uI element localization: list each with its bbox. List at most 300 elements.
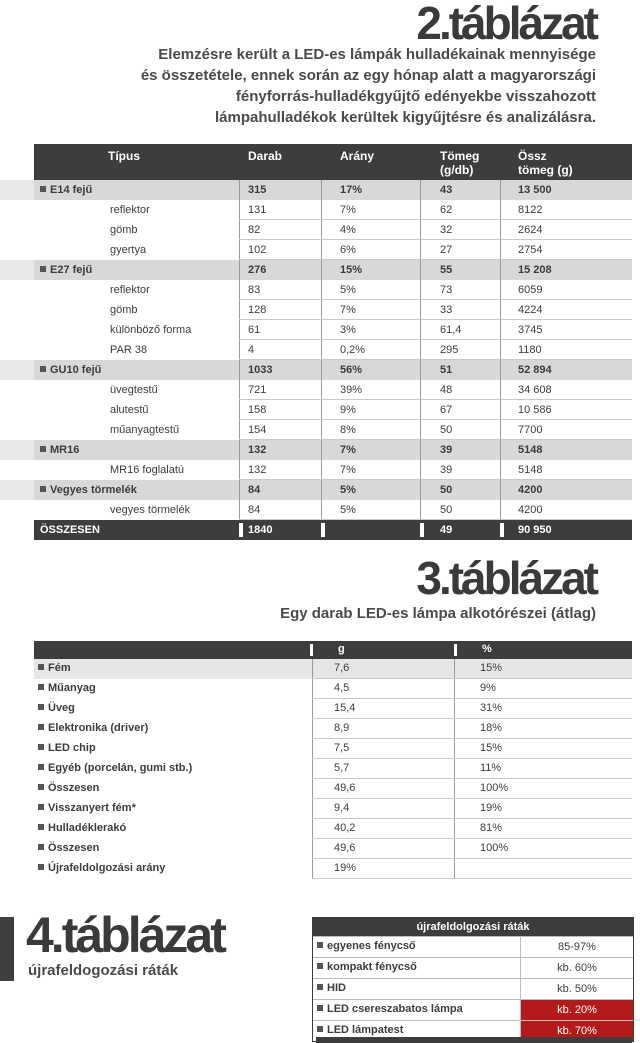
cell-tomeg: 49 [440, 524, 453, 536]
column-divider [500, 440, 501, 460]
table3-title: 3.táblázat [416, 552, 596, 604]
column-divider [500, 480, 501, 500]
cell-pct: 31% [480, 702, 503, 714]
column-divider [500, 220, 501, 240]
square-bullet-icon [38, 724, 44, 730]
column-divider [454, 779, 455, 799]
cell-darab: 128 [248, 304, 267, 316]
row-label [38, 842, 99, 854]
column-divider [239, 440, 240, 460]
square-bullet-icon [317, 984, 323, 990]
column-divider [454, 819, 455, 839]
column-divider [500, 360, 501, 380]
cell-darab: 102 [248, 244, 267, 256]
cell-arany: 3% [340, 324, 356, 336]
square-bullet-icon [317, 1005, 323, 1011]
table-row [34, 779, 632, 799]
column-divider [239, 300, 240, 320]
cell-arany: 7% [340, 204, 356, 216]
row-label: alutestű [110, 404, 149, 416]
column-divider [420, 400, 421, 420]
column-divider [312, 719, 313, 739]
column-divider [321, 340, 322, 360]
square-bullet-icon [38, 744, 44, 750]
column-divider [239, 320, 240, 340]
column-divider [500, 200, 501, 220]
row-label-text: LED csereszabatos lámpa [327, 1003, 463, 1015]
column-divider [239, 260, 240, 280]
column-divider [420, 320, 421, 340]
table-row [34, 719, 632, 739]
cell-arany: 5% [340, 284, 356, 296]
cell-arany: 7% [340, 464, 356, 476]
row-label [38, 802, 136, 814]
row-label-text: LED lámpatest [327, 1024, 404, 1036]
cell-arany: 17% [340, 184, 363, 196]
group-row [34, 180, 632, 200]
column-divider [321, 480, 322, 500]
table-row [34, 699, 632, 719]
cell-darab: 132 [248, 444, 267, 456]
table-row [34, 220, 632, 240]
column-divider [420, 280, 421, 300]
column-divider [239, 360, 240, 380]
cell-ossz: 52 894 [518, 364, 552, 376]
square-bullet-icon [40, 366, 46, 372]
table2-body [34, 180, 632, 540]
square-bullet-icon [38, 704, 44, 710]
group-row-extension [0, 360, 34, 380]
cell-ossz: 34 608 [518, 384, 552, 396]
lead-line: Elemzésre került a LED-es lámpák hulladékainak mennyisége [158, 46, 596, 63]
table-row [34, 739, 632, 759]
cell-ossz: 5148 [518, 464, 543, 476]
column-divider [312, 699, 313, 719]
cell-ossz: 2754 [518, 244, 543, 256]
header-ossz-2: tömeg (g) [518, 163, 573, 177]
column-divider [500, 380, 501, 400]
square-bullet-icon [38, 684, 44, 690]
table-row [34, 460, 632, 480]
cell-ossz: 15 208 [518, 264, 552, 276]
column-divider [321, 280, 322, 300]
column-divider [321, 420, 322, 440]
header-separator [310, 644, 313, 656]
cell-g: 40,2 [334, 822, 356, 834]
total-row [34, 520, 632, 540]
column-divider [420, 420, 421, 440]
cell-ossz: 6059 [518, 284, 543, 296]
square-bullet-icon [38, 764, 44, 770]
cell-g: 49,6 [334, 782, 356, 794]
square-bullet-icon [317, 1026, 323, 1032]
table-row [34, 759, 632, 779]
row-label: ÖSSZESEN [40, 524, 100, 536]
square-bullet-icon [38, 864, 44, 870]
table-row [34, 240, 632, 260]
column-divider [321, 460, 322, 480]
cell-arany: 7% [340, 304, 356, 316]
lead-line: fényforrás-hulladékgyűjtő edényekbe visszahozott [235, 88, 596, 105]
rate-value: kb. 70% [520, 1021, 633, 1041]
row-label-text: Üveg [48, 702, 75, 714]
column-divider [454, 679, 455, 699]
row-label-text: Fém [48, 662, 71, 674]
column-divider [321, 400, 322, 420]
column-divider [312, 759, 313, 779]
column-divider [239, 280, 240, 300]
column-divider [312, 779, 313, 799]
cell-pct: 100% [480, 842, 509, 854]
column-divider [500, 180, 501, 200]
cell-tomeg: 67 [440, 404, 453, 416]
square-bullet-icon [38, 844, 44, 850]
column-divider [321, 300, 322, 320]
cell-tomeg: 39 [440, 444, 453, 456]
cell-arany: 7% [340, 444, 356, 456]
cell-arany: 39% [340, 384, 363, 396]
column-divider [500, 260, 501, 280]
cell-pct: 81% [480, 822, 503, 834]
table-row [34, 659, 632, 679]
row-label [38, 782, 99, 794]
table-row [313, 999, 633, 1020]
table-row [34, 859, 632, 879]
column-divider [500, 340, 501, 360]
cell-ossz: 4200 [518, 484, 543, 496]
group-row [34, 440, 632, 460]
cell-darab: 82 [248, 224, 261, 236]
column-divider [321, 380, 322, 400]
table3-subtitle: Egy darab LED-es lámpa alkotórészei (átlag) [280, 605, 596, 622]
column-divider [420, 340, 421, 360]
cell-darab: 1033 [248, 364, 273, 376]
table4-subtitle: újrafeldogozási ráták [28, 962, 179, 979]
cell-darab: 131 [248, 204, 267, 216]
row-label: műanyagtestű [110, 424, 180, 436]
row-label-text: kompakt fénycső [327, 961, 417, 973]
column-divider [239, 400, 240, 420]
column-divider [321, 260, 322, 280]
table4 [312, 917, 634, 1042]
column-divider [321, 523, 325, 537]
cell-tomeg: 27 [440, 244, 453, 256]
cell-tomeg: 50 [440, 484, 453, 496]
row-label: PAR 38 [110, 344, 148, 356]
row-label: gömb [110, 304, 138, 316]
cell-arany: 5% [340, 504, 356, 516]
cell-ossz: 5148 [518, 444, 543, 456]
row-label [40, 483, 137, 497]
column-divider [500, 320, 501, 340]
cell-g: 8,9 [334, 722, 350, 734]
row-label: különböző forma [110, 324, 192, 336]
column-divider [239, 500, 240, 520]
column-divider [420, 360, 421, 380]
table2 [34, 144, 632, 540]
row-label [40, 263, 92, 277]
column-divider [454, 859, 455, 879]
cell-ossz: 10 586 [518, 404, 552, 416]
table-row [34, 500, 632, 520]
row-label [38, 822, 126, 834]
header-darab: Darab [248, 149, 283, 163]
column-divider [420, 180, 421, 200]
cell-g: 9,4 [334, 802, 350, 814]
column-divider [420, 500, 421, 520]
cell-tomeg: 61,4 [440, 324, 462, 336]
column-divider [420, 460, 421, 480]
column-divider [420, 300, 421, 320]
cell-tomeg: 51 [440, 364, 453, 376]
cell-darab: 4 [248, 344, 255, 356]
row-label-text: E27 fejű [50, 264, 93, 276]
row-label: reflektor [110, 204, 150, 216]
header-pct: % [482, 643, 492, 655]
cell-tomeg: 55 [440, 264, 453, 276]
column-divider [239, 420, 240, 440]
column-divider [321, 320, 322, 340]
column-divider [321, 360, 322, 380]
cell-ossz: 90 950 [518, 524, 552, 536]
table-row [313, 978, 633, 999]
cell-g: 7,6 [334, 662, 350, 674]
cell-arany: 15% [340, 264, 363, 276]
table4-bottom-bar [316, 1037, 632, 1043]
cell-arany: 6% [340, 244, 356, 256]
cell-darab: 84 [248, 504, 261, 516]
cell-tomeg: 50 [440, 504, 453, 516]
table2-title: 2.táblázat [416, 0, 596, 49]
header-tomeg-2: (g/db) [440, 163, 474, 177]
row-label [38, 662, 71, 674]
cell-darab: 1840 [248, 524, 273, 536]
rate-value: kb. 50% [520, 979, 633, 999]
row-label-text: GU10 fejű [50, 364, 102, 376]
row-label-text: egyenes fénycső [327, 940, 416, 952]
column-divider [321, 200, 322, 220]
column-divider [420, 523, 424, 537]
group-row [34, 480, 632, 500]
square-bullet-icon [38, 824, 44, 830]
row-label [317, 940, 416, 952]
square-bullet-icon [38, 784, 44, 790]
cell-darab: 83 [248, 284, 261, 296]
table-row [313, 936, 633, 957]
cell-darab: 276 [248, 264, 267, 276]
column-divider [500, 300, 501, 320]
cell-arany: 5% [340, 484, 356, 496]
row-label [40, 363, 101, 377]
row-divider [312, 878, 632, 879]
group-row-extension [0, 480, 34, 500]
row-label: vegyes törmelék [110, 504, 191, 516]
cell-arany: 4% [340, 224, 356, 236]
table-row [34, 819, 632, 839]
cell-tomeg: 73 [440, 284, 453, 296]
cell-ossz: 4200 [518, 504, 543, 516]
row-label [40, 183, 92, 197]
cell-arany: 0,2% [340, 344, 366, 356]
cell-ossz: 8122 [518, 204, 543, 216]
row-label-text: Műanyag [48, 682, 96, 694]
cell-tomeg: 62 [440, 204, 453, 216]
cell-g: 19% [334, 862, 357, 874]
table4-body [313, 936, 633, 1041]
table-row [34, 799, 632, 819]
row-label-text: Vegyes törmelék [50, 484, 137, 496]
cell-g: 5,7 [334, 762, 350, 774]
column-divider [454, 659, 455, 679]
row-label [38, 742, 96, 754]
square-bullet-icon [38, 804, 44, 810]
column-divider [312, 839, 313, 859]
header-ossz-1: Össz [518, 149, 547, 163]
table3 [34, 641, 632, 879]
rate-value: kb. 60% [520, 958, 633, 978]
column-divider [500, 523, 504, 537]
cell-ossz: 4224 [518, 304, 543, 316]
header-g: g [338, 643, 345, 655]
cell-g: 15,4 [334, 702, 356, 714]
row-label [38, 682, 96, 694]
column-divider [239, 180, 240, 200]
row-label [38, 722, 148, 734]
cell-g: 4,5 [334, 682, 350, 694]
row-label [38, 702, 75, 714]
column-divider [239, 460, 240, 480]
cell-pct: 19% [480, 802, 503, 814]
cell-tomeg: 43 [440, 184, 453, 196]
cell-ossz: 13 500 [518, 184, 552, 196]
row-label: üvegtestű [110, 384, 158, 396]
group-row [34, 360, 632, 380]
column-divider [454, 839, 455, 859]
group-row-extension [0, 180, 34, 200]
column-divider [239, 240, 240, 260]
cell-darab: 158 [248, 404, 267, 416]
column-divider [321, 220, 322, 240]
cell-g: 49,6 [334, 842, 356, 854]
group-row-extension [0, 440, 34, 460]
table4-title: 4.táblázat [26, 907, 224, 963]
column-divider [454, 759, 455, 779]
row-label: MR16 foglalatú [110, 464, 184, 476]
header-arany: Arány [340, 149, 375, 163]
column-divider [321, 500, 322, 520]
column-divider [420, 220, 421, 240]
row-label [317, 1024, 403, 1036]
cell-pct: 15% [480, 662, 503, 674]
row-label-text: Elektronika (driver) [48, 722, 149, 734]
lead-line: és összetétele, ennek során az egy hónap alatt a magyarországi [140, 67, 596, 84]
header-tomeg [440, 149, 479, 177]
row-label [317, 1003, 463, 1015]
table-row [34, 420, 632, 440]
column-divider [500, 500, 501, 520]
group-row-extension [0, 260, 34, 280]
cell-pct: 100% [480, 782, 509, 794]
column-divider [239, 340, 240, 360]
table2-lead [126, 44, 596, 128]
table4-header: újrafeldolgozási ráták [313, 918, 633, 936]
square-bullet-icon [317, 963, 323, 969]
cell-tomeg: 48 [440, 384, 453, 396]
row-label [40, 443, 79, 457]
cell-arany: 8% [340, 424, 356, 436]
column-divider [321, 240, 322, 260]
cell-arany: 56% [340, 364, 363, 376]
cell-ossz: 7700 [518, 424, 543, 436]
column-divider [239, 220, 240, 240]
cell-tomeg: 33 [440, 304, 453, 316]
table-row [34, 839, 632, 859]
table-row [34, 400, 632, 420]
square-bullet-icon [40, 446, 46, 452]
column-divider [454, 739, 455, 759]
column-divider [312, 679, 313, 699]
row-label-text: HID [327, 982, 346, 994]
cell-ossz: 3745 [518, 324, 543, 336]
cell-pct: 18% [480, 722, 503, 734]
column-divider [420, 240, 421, 260]
cell-ossz: 1180 [518, 344, 542, 356]
cell-tomeg: 39 [440, 464, 453, 476]
rate-value: kb. 20% [520, 1000, 633, 1020]
cell-darab: 315 [248, 184, 267, 196]
table3-body [34, 659, 632, 879]
column-divider [239, 200, 240, 220]
square-bullet-icon [40, 186, 46, 192]
column-divider [239, 480, 240, 500]
column-divider [454, 719, 455, 739]
header-separator [454, 644, 457, 656]
cell-darab: 61 [248, 324, 261, 336]
row-label [317, 961, 417, 973]
row-label: gömb [110, 224, 138, 236]
row-label [38, 862, 165, 874]
row-label-text: Hulladéklerakó [48, 822, 127, 834]
row-label-text: LED chip [48, 742, 96, 754]
table-row [34, 320, 632, 340]
table-row [313, 957, 633, 978]
row-label [317, 982, 346, 994]
cell-darab: 154 [248, 424, 267, 436]
table-row [34, 340, 632, 360]
column-divider [500, 460, 501, 480]
cell-darab: 721 [248, 384, 267, 396]
cell-pct: 9% [480, 682, 496, 694]
header-tipus: Típus [108, 149, 140, 163]
column-divider [500, 280, 501, 300]
header-tomeg-1: Tömeg [440, 149, 480, 163]
column-divider [420, 480, 421, 500]
row-label: reflektor [110, 284, 150, 296]
row-label-text: MR16 [50, 444, 80, 456]
column-divider [239, 523, 243, 537]
column-divider [420, 260, 421, 280]
cell-pct: 11% [480, 762, 502, 774]
column-divider [312, 659, 313, 679]
column-divider [321, 180, 322, 200]
cell-pct: 15% [480, 742, 503, 754]
table-row [34, 380, 632, 400]
header-ossz [518, 149, 573, 177]
lead-line: lámpahulladékok kerültek kigyűjtésre és analizálásra. [214, 109, 596, 126]
cell-tomeg: 295 [440, 344, 459, 356]
column-divider [500, 240, 501, 260]
cell-arany: 9% [340, 404, 356, 416]
